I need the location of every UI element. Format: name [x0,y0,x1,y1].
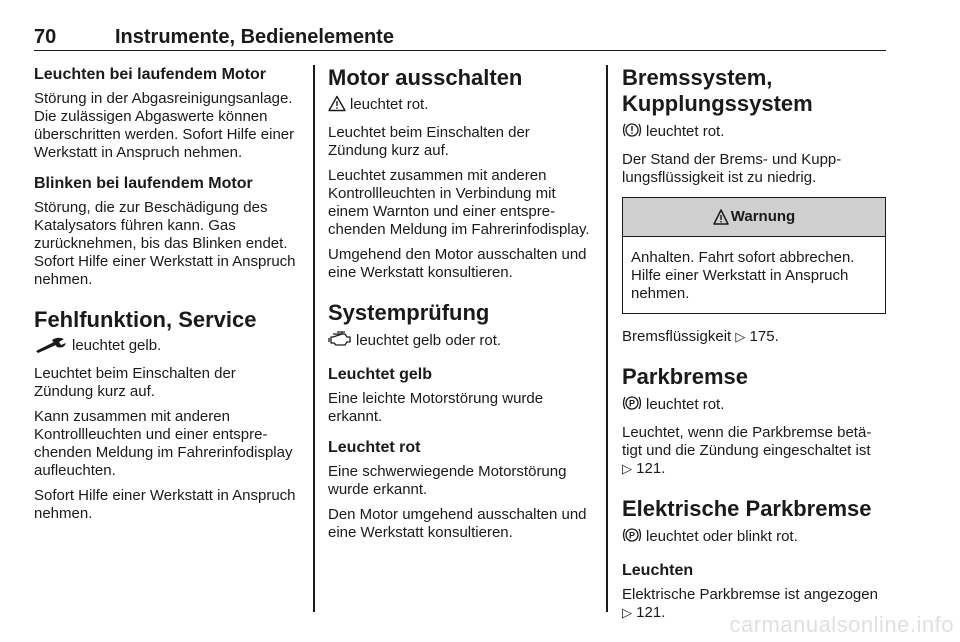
text-motor-2: Leuchtet zusammen mit anderen Kontrollleuchten in Verbindung mit einem Warnton und einer entsprechenden Meldung im Fahrerinfodisplay. [328,167,590,238]
column-1 [34,65,296,530]
brake-warning-icon [622,121,642,144]
warning-title: Warnung [730,208,796,225]
heading-electric-parking-brake: Elektrische Parkbremse [622,496,872,521]
reference-arrow-icon: ▷ [622,461,632,476]
text-park-1 [622,424,886,478]
warning-triangle-icon [328,95,346,117]
text-service-icon [34,337,296,358]
page-number: 70 [34,26,57,48]
heading-lights: Leuchten [622,562,694,579]
warning-box [622,197,886,314]
warning-sign-icon [713,202,729,240]
motor-icon-label: leuchtet rot. [350,96,429,113]
text-motor-1: Leuchtet beim Einschalten der Zündung kurz auf. [328,124,530,159]
parking-brake-icon [622,526,642,549]
svg-text:P: P [628,398,636,409]
text-red-2: Den Motor umgehend ausschalten und eine Werkstatt konsultieren. [328,506,587,541]
text-system-icon [328,330,590,353]
light-description: Elektrische Parkbremse ist angezogen [622,586,878,603]
brake-fluid-label: Bremsflüssigkeit [622,328,732,345]
text-brake-icon [622,121,886,144]
column-divider [313,65,315,612]
heading-running: Leuchten bei laufendem Motor [34,66,267,83]
heading-blinking: Blinken bei laufendem Motor [34,175,253,192]
text-park-icon [622,394,886,417]
text-yellow: Eine leichte Motorstörung wurde erkannt. [328,390,544,425]
text-running: Störung in der Abgasreinigungsanlage. Die zulässigen Abgaswerte können überschritten werden. Sofort Hilfe einer Werkstatt in Anspruch nehmen. [34,90,295,161]
wrench-icon [34,337,68,358]
heading-brake-system: Bremssystem, Kupplungssystem [622,65,813,116]
page-title: Instrumente, Bedienelemente [115,26,394,48]
svg-text:P: P [628,530,636,541]
service-icon-label: leuchtet gelb. [72,337,162,354]
warning-header [623,198,885,237]
page-reference-link[interactable]: 121. [636,460,666,477]
column-3 [622,65,886,629]
text-brake-1: Der Stand der Brems- und Kupplungsflüssigkeit ist zu niedrig. [622,151,842,186]
page-reference-link[interactable]: 175. [749,328,779,345]
watermark: carmanualsonline.info [729,612,954,637]
parking-brake-icon [622,394,642,417]
heading-motor-off: Motor ausschalten [328,65,523,90]
park-description: Leuchtet, wenn die Parkbremse betätigt und die Zündung eingeschaltet ist [622,424,872,459]
text-red-1: Eine schwerwiegende Motorstörung wurde erkannt. [328,463,567,498]
text-service-2: Kann zusammen mit anderen Kontrollleuchten und einer entsprechenden Meldung im Fahrerinfodisplay aufleuchten. [34,408,293,479]
heading-service: Fehlfunktion, Service [34,307,257,332]
text-service-1: Leuchtet beim Einschalten der Zündung kurz auf. [34,365,236,400]
system-icon-label: leuchtet gelb oder rot. [356,332,502,349]
page-header [34,22,886,51]
heading-yellow: Leuchtet gelb [328,366,433,383]
column-divider [606,65,608,612]
park-icon-label: leuchtet rot. [646,396,725,413]
brake-icon-label: leuchtet rot. [646,123,725,140]
reference-arrow-icon: ▷ [622,605,632,620]
text-motor-3: Umgehend den Motor ausschalten und eine Werkstatt konsultieren. [328,246,587,281]
text-epb-icon [622,526,886,549]
text-service-3: Sofort Hilfe einer Werkstatt in Anspruch nehmen. [34,487,296,522]
heading-red: Leuchtet rot [328,439,421,456]
epb-icon-label: leuchtet oder blinkt rot. [646,528,798,545]
text-motor-icon [328,95,590,117]
engine-icon [328,330,352,353]
text-brake-fluid [622,328,886,346]
warning-text: Anhalten. Fahrt sofort abbrechen. Hilfe einer Werkstatt in Anspruch nehmen. [631,249,855,302]
text-blinking: Störung, die zur Beschädigung des Katalysators führen kann. Gas zurücknehmen, bis das Blinken endet. Sofort Hilfe einer Werkstatt in Anspruch nehmen. [34,199,296,288]
reference-arrow-icon: ▷ [735,329,746,344]
page-reference-link[interactable]: 121. [636,604,666,621]
heading-parking-brake: Parkbremse [622,364,748,389]
column-2 [328,65,590,549]
heading-system-check: Systemprüfung [328,300,490,325]
